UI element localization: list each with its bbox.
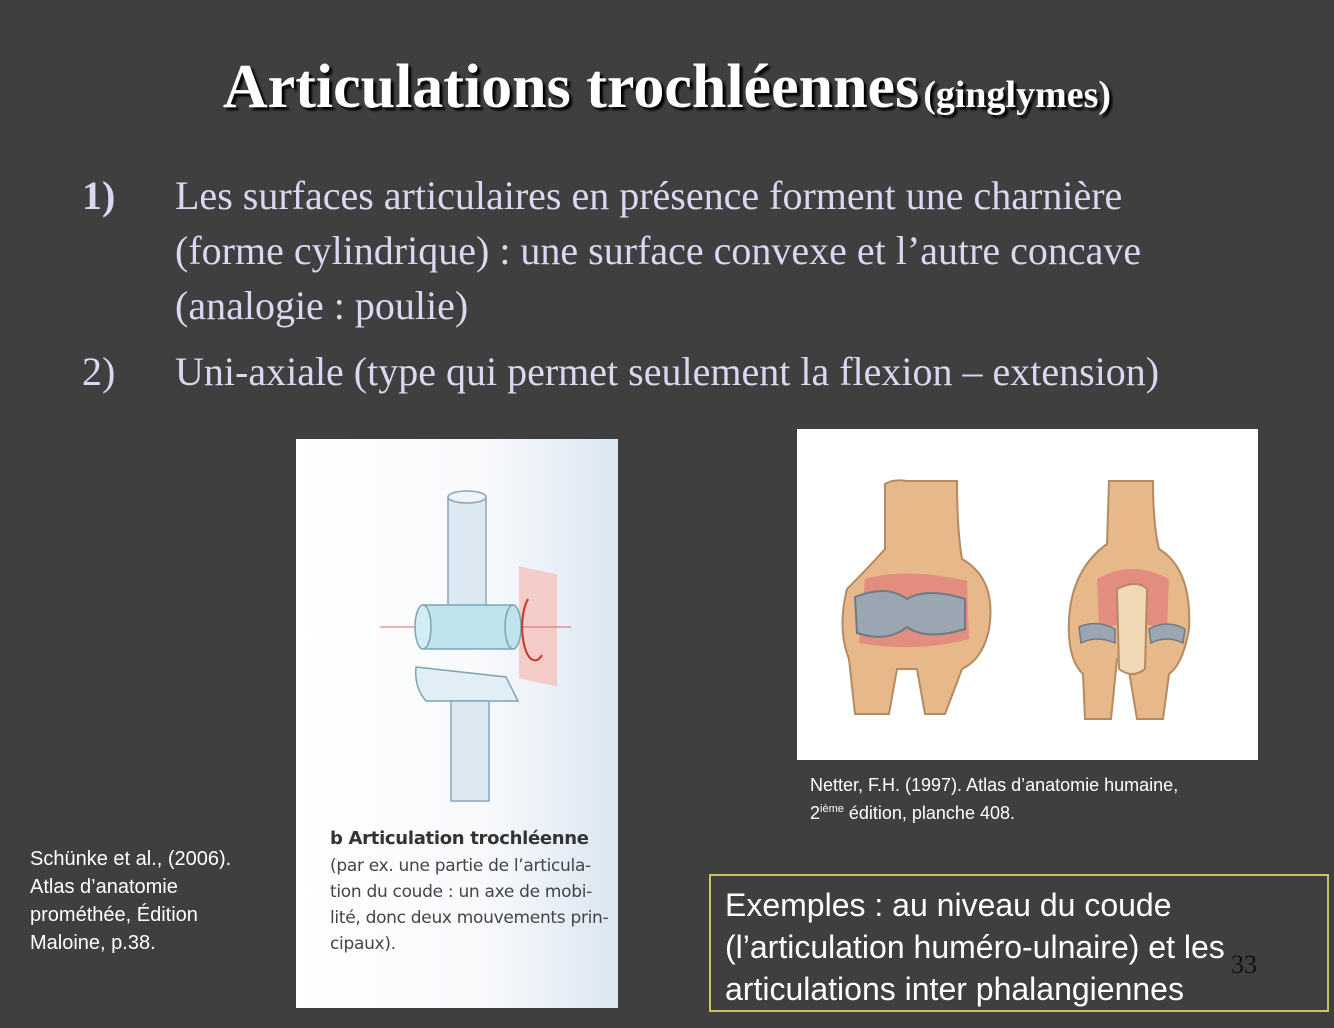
- bullet-number: 1): [82, 173, 116, 218]
- citation-schunke: [30, 845, 290, 957]
- caption-line: cipaux).: [330, 934, 396, 954]
- citation-line: Atlas d’anatomie: [30, 876, 178, 898]
- bullet-line: Les surfaces articulaires en présence forment une charnière: [175, 173, 1123, 218]
- citation-line: Schünke et al., (2006).: [30, 848, 232, 870]
- examples-line: articulations inter phalangiennes: [725, 971, 1184, 1007]
- hinge-joint-diagram: [296, 439, 618, 1008]
- figure-caption-title: b Articulation trochléenne: [330, 828, 589, 849]
- examples-text: [725, 884, 1225, 1010]
- citation-line: Maloine, p.38.: [30, 932, 156, 954]
- caption-line: lité, donc deux mouvements prin-: [330, 908, 609, 928]
- examples-line: Exemples : au niveau du coude: [725, 887, 1172, 923]
- bullet-text: [175, 168, 1141, 333]
- citation-netter: [810, 773, 1178, 825]
- bullet-text: [175, 344, 1159, 399]
- edition-number: 2: [810, 803, 821, 823]
- citation-line: prométhée, Édition: [30, 904, 198, 926]
- edition-superscript: ième: [820, 803, 844, 815]
- elbow-joint-drawing: [797, 429, 1258, 760]
- title-suffix: (ginglymes): [923, 74, 1112, 116]
- examples-line: (l’articulation huméro-ulnaire) et les: [725, 929, 1225, 965]
- citation-line: [810, 797, 1178, 825]
- caption-line: (par ex. une partie de l’articula-: [330, 856, 591, 876]
- examples-box: [709, 874, 1329, 1012]
- slide-title: [0, 52, 1334, 123]
- bullet-line: (analogie : poulie): [175, 283, 469, 328]
- page-number: 33: [1231, 950, 1257, 979]
- caption-line: tion du coude : un axe de mobi-: [330, 882, 592, 902]
- figure-caption-body: [330, 853, 612, 957]
- elbow-anatomy-illustration: [797, 429, 1258, 760]
- hinge-joint-illustration: [296, 439, 618, 819]
- citation-line: Netter, F.H. (1997). Atlas d’anatomie humaine,: [810, 775, 1179, 795]
- bullet-line: (forme cylindrique) : une surface convexe et l’autre concave: [175, 228, 1142, 273]
- title-main: Articulations trochléennes: [222, 53, 920, 121]
- bullet-number: 2): [82, 349, 116, 394]
- bullet-line: Uni-axiale (type qui permet seulement la flexion – extension): [175, 349, 1160, 394]
- edition-text: édition, planche 408.: [843, 803, 1015, 823]
